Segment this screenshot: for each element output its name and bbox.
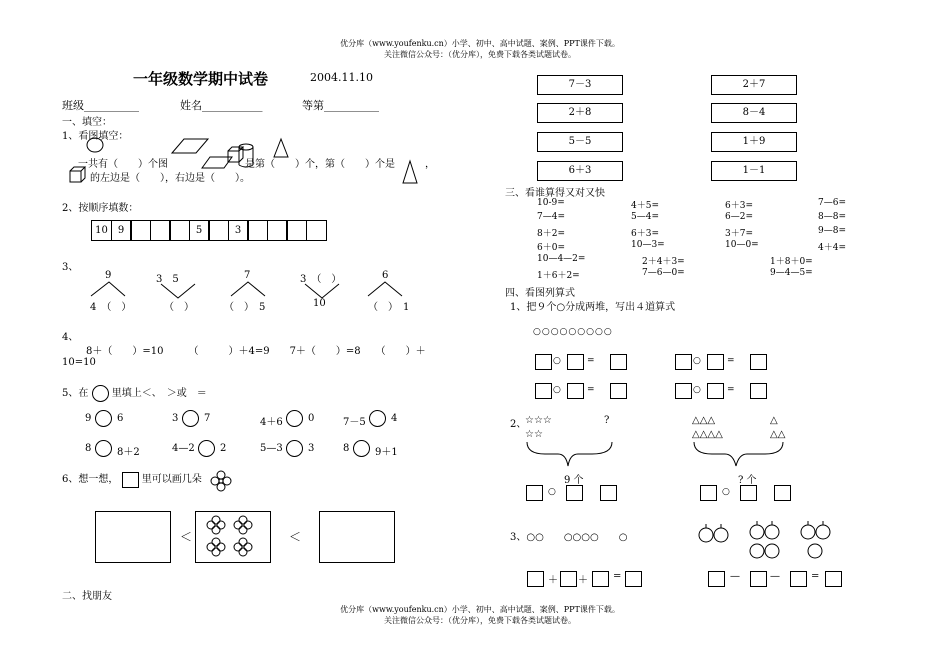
tree-5-bottom: （ ） 1 [368, 302, 410, 313]
compare-circle[interactable] [369, 410, 386, 427]
sequence-cell[interactable] [267, 220, 288, 241]
calc-item: 8—8= [818, 212, 846, 222]
q3-label: 3、 [62, 262, 79, 273]
calc-item: 6＋3= [631, 229, 659, 239]
answer-box[interactable] [675, 383, 692, 399]
compare-left-value: 8 [343, 443, 350, 454]
compare-right-value: 8＋2 [117, 447, 140, 458]
tree-4-top: 3 （ ） [300, 274, 342, 285]
compare-circle[interactable] [95, 410, 112, 427]
equals-sign: = [727, 356, 735, 366]
match-right-3[interactable]: 1＋9 [711, 132, 797, 152]
compare-right-value: 7 [204, 413, 211, 424]
triangle-shape-2 [403, 161, 417, 183]
compare-circle[interactable] [182, 410, 199, 427]
flower-icon [210, 470, 232, 492]
calc-item: 7—6—0= [642, 268, 685, 278]
q1-line-1b: 是第（ ）个，第（ ）个是 [245, 159, 395, 170]
sequence-cell[interactable] [169, 220, 190, 241]
compare-left-value: 9 [85, 413, 92, 424]
answer-box[interactable] [708, 571, 725, 587]
answer-box[interactable] [535, 383, 552, 399]
sequence-cell[interactable] [306, 220, 327, 241]
q1-line-1a: 一共有（ ）个图 [78, 159, 168, 170]
less-than-2: ＜ [289, 530, 302, 544]
compare-right-value: 6 [117, 413, 124, 424]
answer-box[interactable] [566, 485, 583, 501]
q1-line-2: 的左边是（ ），右边是（ ）。 [90, 173, 250, 184]
less-than-1: ＜ [180, 530, 193, 544]
q1-label: 1、看图填空： [62, 131, 129, 142]
answer-box[interactable] [567, 354, 584, 370]
calc-item: 5—4= [631, 212, 659, 222]
s4-q1-label: 1、把９个○分成两堆，写出４道算式 [510, 302, 676, 313]
calc-item: 10—3= [631, 240, 665, 250]
circle-shape [87, 138, 103, 152]
compare-left-value: 7－5 [343, 417, 366, 428]
answer-box[interactable] [750, 383, 767, 399]
grade-field[interactable]: 等第__________ [302, 99, 379, 112]
q4-line-1: 8＋（ ）=10 （ ）＋4=9 7＋（ ）=8 （ ）＋ [86, 346, 426, 357]
tree-3-top: 7 [244, 270, 251, 281]
compare-right-value: 0 [308, 413, 315, 424]
answer-box[interactable] [740, 485, 757, 501]
calc-item: 9—8= [818, 226, 846, 236]
compare-circle[interactable] [286, 410, 303, 427]
compare-circle-icon [92, 385, 109, 402]
calc-item: 9—4—5= [770, 268, 813, 278]
answer-box[interactable] [675, 354, 692, 370]
compare-circle[interactable] [286, 440, 303, 457]
equals-sign: = [811, 571, 820, 582]
calc-item: 1＋8＋0= [770, 257, 813, 267]
section-1-heading: 一、填空： [62, 117, 112, 128]
calc-item: 8＋2= [537, 229, 565, 239]
page-footer [250, 604, 710, 626]
answer-box[interactable] [700, 485, 717, 501]
answer-box[interactable] [592, 571, 609, 587]
answer-box[interactable] [535, 354, 552, 370]
match-right-4[interactable]: 1－1 [711, 161, 797, 181]
calc-item: 2＋4＋3= [642, 257, 685, 267]
page-title: 一年级数学期中试卷 [133, 70, 269, 88]
s4-q2-label: 2、 [510, 419, 527, 430]
flower-box-left[interactable] [95, 511, 171, 563]
sequence-cell: 5 [189, 220, 210, 241]
sequence-cell[interactable] [247, 220, 268, 241]
match-left-4[interactable]: 6＋3 [537, 161, 623, 181]
match-right-2[interactable]: 8－4 [711, 103, 797, 123]
compare-left-value: 3 [172, 413, 179, 424]
tree-2-bottom: （ ） [164, 302, 194, 313]
stars-row-1: ☆☆☆ [525, 415, 552, 426]
answer-box[interactable] [600, 485, 617, 501]
q6-label: 6、想一想， [62, 474, 119, 485]
answer-box[interactable] [610, 383, 627, 399]
footer-line-1: 优分库（www.youfenku.cn）小学、初中、高中试题、案例、PPT课件下载。 [340, 605, 620, 614]
calc-item: 4＋4= [818, 243, 846, 253]
q5-label: 5、在 [62, 388, 89, 399]
tree-3-bottom: （ ） 5 [224, 302, 266, 313]
total-nine: 9 个 [564, 475, 584, 486]
tree-1-bottom: 4 （ ） [90, 302, 132, 313]
flowers-group-icon [205, 514, 261, 560]
calc-item: 1＋6＋2= [537, 271, 580, 281]
answer-box[interactable] [625, 571, 642, 587]
calc-item: 6＋0= [537, 243, 565, 253]
calc-item: 7—6= [818, 198, 846, 208]
calc-item: 3＋7= [725, 229, 753, 239]
q6-text: 里可以画几朵 [141, 474, 202, 485]
q4-label: 4、 [62, 332, 79, 343]
answer-box[interactable] [707, 383, 724, 399]
compare-circle[interactable] [95, 440, 112, 457]
compare-left-value: 4—2 [172, 443, 195, 454]
tree-5-top: 6 [382, 270, 389, 281]
stars-row-2: ☆☆ [525, 429, 543, 440]
page-header [250, 38, 710, 60]
sequence-cell: 9 [111, 220, 132, 241]
calc-item: 10-9= [537, 198, 565, 208]
calc-item: 6—2= [725, 212, 753, 222]
sequence-cell: 3 [228, 220, 249, 241]
section-4-heading: 四、看图列算式 [505, 288, 575, 299]
number-sequence [91, 220, 331, 241]
sequence-cell[interactable] [130, 220, 151, 241]
minus-sign: — [770, 571, 780, 582]
tree-1-top: 9 [105, 270, 112, 281]
answer-box[interactable] [825, 571, 842, 587]
parallelogram-shape [172, 139, 208, 153]
stars-question: ? [604, 415, 610, 426]
exam-date: 2004.11.10 [310, 71, 373, 84]
minus-sign: — [730, 571, 740, 582]
flower-box-right[interactable] [319, 511, 395, 563]
operator-circle: ○ [693, 356, 701, 366]
answer-box[interactable] [567, 383, 584, 399]
answer-box[interactable] [707, 354, 724, 370]
compare-circle[interactable] [353, 440, 370, 457]
answer-box[interactable] [610, 354, 627, 370]
sequence-cell[interactable] [150, 220, 171, 241]
match-right-1[interactable]: 2＋7 [711, 75, 797, 95]
compare-right-value: 3 [308, 443, 315, 454]
q5-text: 里填上＜、 ＞或 ＝ [111, 388, 207, 399]
equals-sign: = [587, 385, 595, 395]
sequence-cell[interactable] [286, 220, 307, 241]
compare-right-value: 2 [220, 443, 227, 454]
triangles-row-2: △△△△ [692, 429, 723, 440]
q4-line-2: 10=10 [62, 357, 96, 368]
match-left-3[interactable]: 5－5 [537, 132, 623, 152]
compare-left-value: 8 [85, 443, 92, 454]
q2-label: 2、按顺序填数： [62, 203, 139, 214]
q6-prompt [62, 470, 202, 488]
match-left-1[interactable]: 7－3 [537, 75, 623, 95]
triangles-row-1: △△△ [692, 415, 716, 426]
equals-sign: = [613, 571, 622, 582]
nine-circles: ○○○○○○○○○ [533, 327, 613, 337]
operator-circle: ○ [548, 487, 556, 497]
triangles-row-4: △△ [770, 429, 786, 440]
s4-q3-label: 3、○○ ○○○○ ○ [510, 532, 628, 543]
answer-box[interactable] [750, 354, 767, 370]
answer-square-icon [122, 472, 139, 488]
operator-circle: ○ [693, 385, 701, 395]
plus-sign: ＋ [578, 575, 588, 586]
class-field[interactable]: 班级__________ [62, 99, 139, 112]
compare-right-value: 4 [391, 413, 398, 424]
compare-right-value: 9＋1 [375, 447, 398, 458]
brace-icons [520, 440, 820, 470]
answer-box[interactable] [790, 571, 807, 587]
q5-prompt [62, 384, 207, 402]
tree-2-top: 3 5 [156, 274, 179, 285]
triangles-row-3: △ [770, 415, 778, 426]
q1-line-1c: ， [425, 159, 435, 170]
sequence-cell: 10 [91, 220, 112, 241]
answer-box[interactable] [527, 571, 544, 587]
equals-sign: = [587, 356, 595, 366]
compare-left-value: 5—3 [260, 443, 283, 454]
answer-box[interactable] [526, 485, 543, 501]
answer-box[interactable] [560, 571, 577, 587]
calc-item: 10—0= [725, 240, 759, 250]
match-left-2[interactable]: 2＋8 [537, 103, 623, 123]
section-2-heading: 二、找朋友 [62, 591, 112, 602]
compare-circle[interactable] [198, 440, 215, 457]
operator-circle: ○ [553, 356, 561, 366]
calc-item: 10—4—2= [537, 254, 586, 264]
operator-circle: ○ [553, 385, 561, 395]
operator-circle: ○ [722, 487, 730, 497]
compare-left-value: 4＋6 [260, 417, 283, 428]
plus-sign: ＋ [548, 575, 558, 586]
answer-box[interactable] [750, 571, 767, 587]
calc-item: 4＋5= [631, 201, 659, 211]
answer-box[interactable] [774, 485, 791, 501]
sequence-cell[interactable] [208, 220, 229, 241]
total-unknown: ? 个 [738, 475, 757, 486]
header-line-2: 关注微信公众号：（优分库），免费下载各类试题试卷。 [384, 50, 576, 59]
calc-item: 7—4= [537, 212, 565, 222]
header-line-1: 优分库（www.youfenku.cn）小学、初中、高中试题、案例、PPT课件下载。 [340, 39, 620, 48]
calc-item: 6＋3= [725, 201, 753, 211]
fruit-bunches-icon [698, 518, 848, 568]
name-field[interactable]: 姓名___________ [180, 99, 263, 112]
section-3-heading: 三、看谁算得又对又快 [505, 188, 605, 199]
equals-sign: = [727, 385, 735, 395]
footer-line-2: 关注微信公众号：（优分库），免费下载各类试题试卷。 [384, 616, 576, 625]
tree-4-bottom: 10 [313, 298, 326, 309]
